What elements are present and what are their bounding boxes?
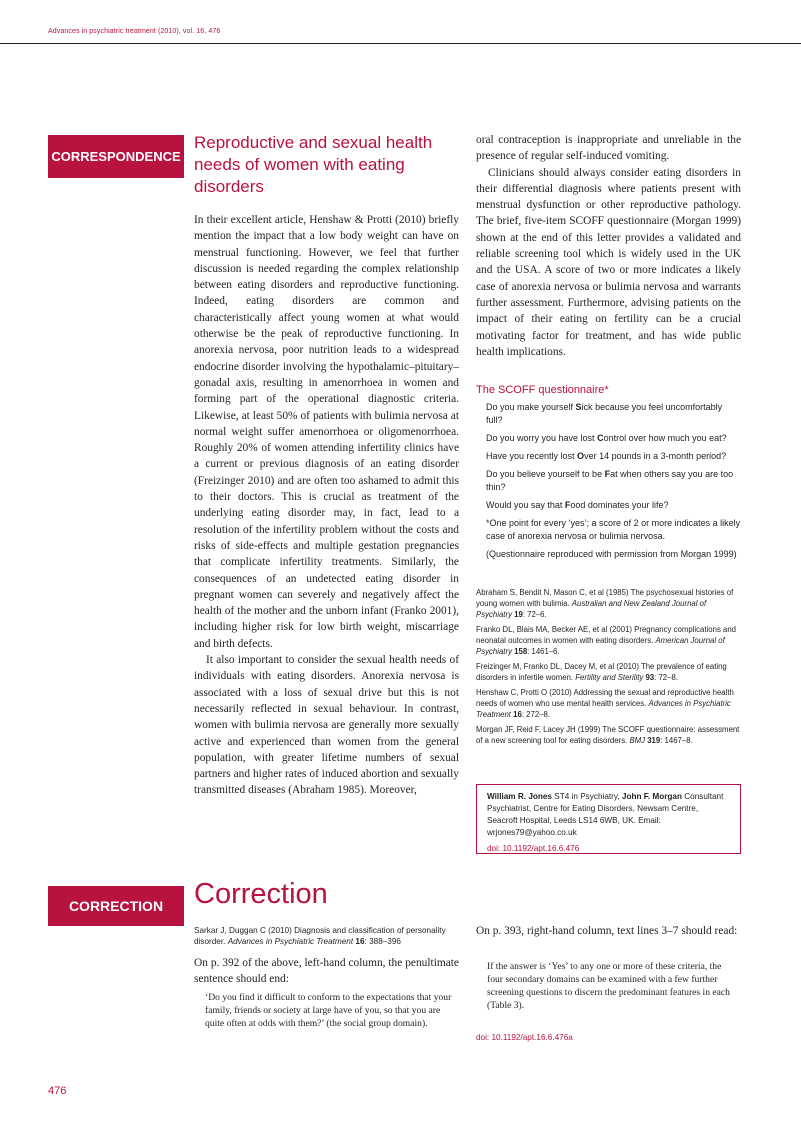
reference-item: Henshaw C, Protti O (2010) Addressing the sexual and reproductive health needs of women who use mental health services. Advances in Psychiatric Treatment 16: 272–8. — [476, 688, 734, 719]
letter-doi[interactable]: doi: 10.1192/apt.16.6.476 — [487, 844, 580, 853]
correction-right-quote: If the answer is ‘Yes’ to any one or more of these criteria, the four secondary domains can be examined with a few further screening questions to discern the predominant features in each (Table 3). — [487, 961, 730, 1011]
author-name: William R. Jones — [487, 792, 552, 801]
correction-reference: Sarkar J, Duggan C (2010) Diagnosis and classification of personality disorder. Advances in Psychiatric Treatment 16: 388–396 — [194, 926, 446, 946]
page-number: 476 — [48, 1085, 67, 1097]
reference-item: Abraham S, Bendit N, Mason C, et al (1985) The psychosexual histories of young women with bulimia. Australian and New Zealand Journal of Psychiatry 19: 72–6. — [476, 588, 734, 619]
scoff-question: Do you make yourself Sick because you feel uncomfortably full? — [486, 402, 723, 425]
correction-doi[interactable]: doi: 10.1192/apt.16.6.476a — [476, 1033, 573, 1042]
letter-left-column — [194, 212, 459, 799]
scoff-questionnaire — [476, 384, 741, 566]
header-rule — [0, 43, 801, 44]
correspondence-section-label: CORRESPONDENCE — [48, 135, 184, 178]
letter-title: Reproductive and sexual health needs of women with eating disorders — [194, 133, 433, 196]
correction-right-text: On p. 393, right-hand column, text lines 3–7 should read: — [476, 925, 738, 937]
author-affiliation: William R. Jones ST4 in Psychiatry, John F. Morgan Consultant Psychiatrist, Centre for Eating Disorders, Newsam Centre, Seacroft Hospital, Leeds LS14 6WB, UK. Email: wrjones79@yahoo.co.uk — [487, 792, 724, 837]
letter-paragraph: It also important to consider the sexual health needs of individuals with eating disorders. Anorexia nervosa is associated with a loss of sexual drive but this is not necessarily reflected in sexual behaviour. In contrast, women with bulimia nervosa are generally more sexually active and experienced than women from the general population, with greater lifetime numbers of sexual partners and higher rates of induced abortion and sexually transmitted diseases (Abraham 1985). Moreover, — [194, 654, 459, 797]
scoff-footnote: *One point for every ‘yes’; a score of 2 or more indicates a likely case of anorexia nervosa or bulimia nervosa. — [486, 518, 741, 541]
letter-paragraph: oral contraception is inappropriate and unreliable in the presence of regular self-induced vomiting. — [476, 134, 741, 163]
scoff-permission: (Questionnaire reproduced with permission from Morgan 1999) — [486, 549, 737, 559]
scoff-title: The SCOFF questionnaire* — [476, 384, 609, 396]
scoff-question: Have you recently lost Over 14 pounds in a 3-month period? — [486, 451, 727, 461]
running-head: Advances in psychiatric treatment (2010), vol. 16, 476 — [48, 28, 221, 35]
correction-left-quote: ‘Do you find it difficult to conform to the expectations that your family, friends or society at large have of you, so that you are quite often at odds with them?’ (the social group domain). — [205, 992, 452, 1029]
reference-item: Franko DL, Blais MA, Becker AE, et al (2001) Pregnancy complications and neonatal outcomes in women with eating disorders. American Journal of Psychiatry 158: 1461–6. — [476, 625, 737, 656]
correction-section-label: CORRECTION — [48, 886, 184, 926]
author-affiliation-box — [476, 784, 741, 854]
letter-paragraph: Clinicians should always consider eating disorders in their differential diagnosis where patients present with menstrual dysfunction or other reproductive pathology. The brief, five-item SCOFF questionnaire (Morgan 1999) shown at the end of this letter provides a validated and reliable screening tool which is widely used in the UK and the USA. A score of two or more indicates a likely case of anorexia nervosa or bulimia nervosa and warrants further assessment. Furthermore, advising patients on the impact of their eating on fertility can be a crucial motivating factor for treatment, and has wide public health implications. — [476, 166, 741, 358]
correction-left-text: On p. 392 of the above, left-hand column, the penultimate sentence should end: — [194, 957, 459, 985]
letter-paragraph: In their excellent article, Henshaw & Protti (2010) briefly mention the impact that a low body weight can have on menstrual functioning. However, we feel that further discussion is needed regarding the complex relationship between eating disorders and reproductive functioning. Indeed, eating disorders are common and characteristically affect young women at what would otherwise be the peak of reproductive functioning. In anorexia nervosa, poor nutrition leads to a widespread endocrine disorder involving the hypothalamic–pituitary–gonadal axis, resulting in amenorrhoea in women and forming part of the operational diagnostic criteria. Likewise, at least 50% of patients with bulimia nervosa at normal weight suffer amenorrhoea or oligomenorrhoea. Roughly 20% of women attending infertility clinics have a current or previous diagnosis of an eating disorder (Freizinger 2010) and are often too ashamed to admit this to their doctors. This is crucial as treatment of the underlying eating disorder may, in fact, lead to a resolution of the infertility problem without the costs and risks of side-effects and multiple gestation pregnancies that complicate infertility treatments. Similarly, the consequences of an undetected eating disorder in pregnant women can severely and negatively affect the health of the mother and the unborn infant (Franko 2001), including higher risk for low birth weight, miscarriage and birth defects. — [194, 214, 459, 650]
reference-list — [476, 587, 741, 750]
letter-right-column — [476, 132, 741, 360]
scoff-question: Do you believe yourself to be Fat when others say you are too thin? — [486, 469, 734, 492]
correction-title: Correction — [194, 878, 328, 910]
reference-item: Morgan JF, Reid F, Lacey JH (1999) The SCOFF questionnaire: assessment of a new screening tool for eating disorders. BMJ 319: 1467–8. — [476, 725, 740, 745]
scoff-question: Would you say that Food dominates your life? — [486, 500, 669, 510]
scoff-question: Do you worry you have lost Control over how much you eat? — [486, 433, 727, 443]
author-name: John F. Morgan — [621, 792, 682, 801]
reference-item: Freizinger M, Franko DL, Dacey M, et al (2010) The prevalence of eating disorders in infertile women. Fertility and Sterility 93: 72–8. — [476, 662, 727, 682]
